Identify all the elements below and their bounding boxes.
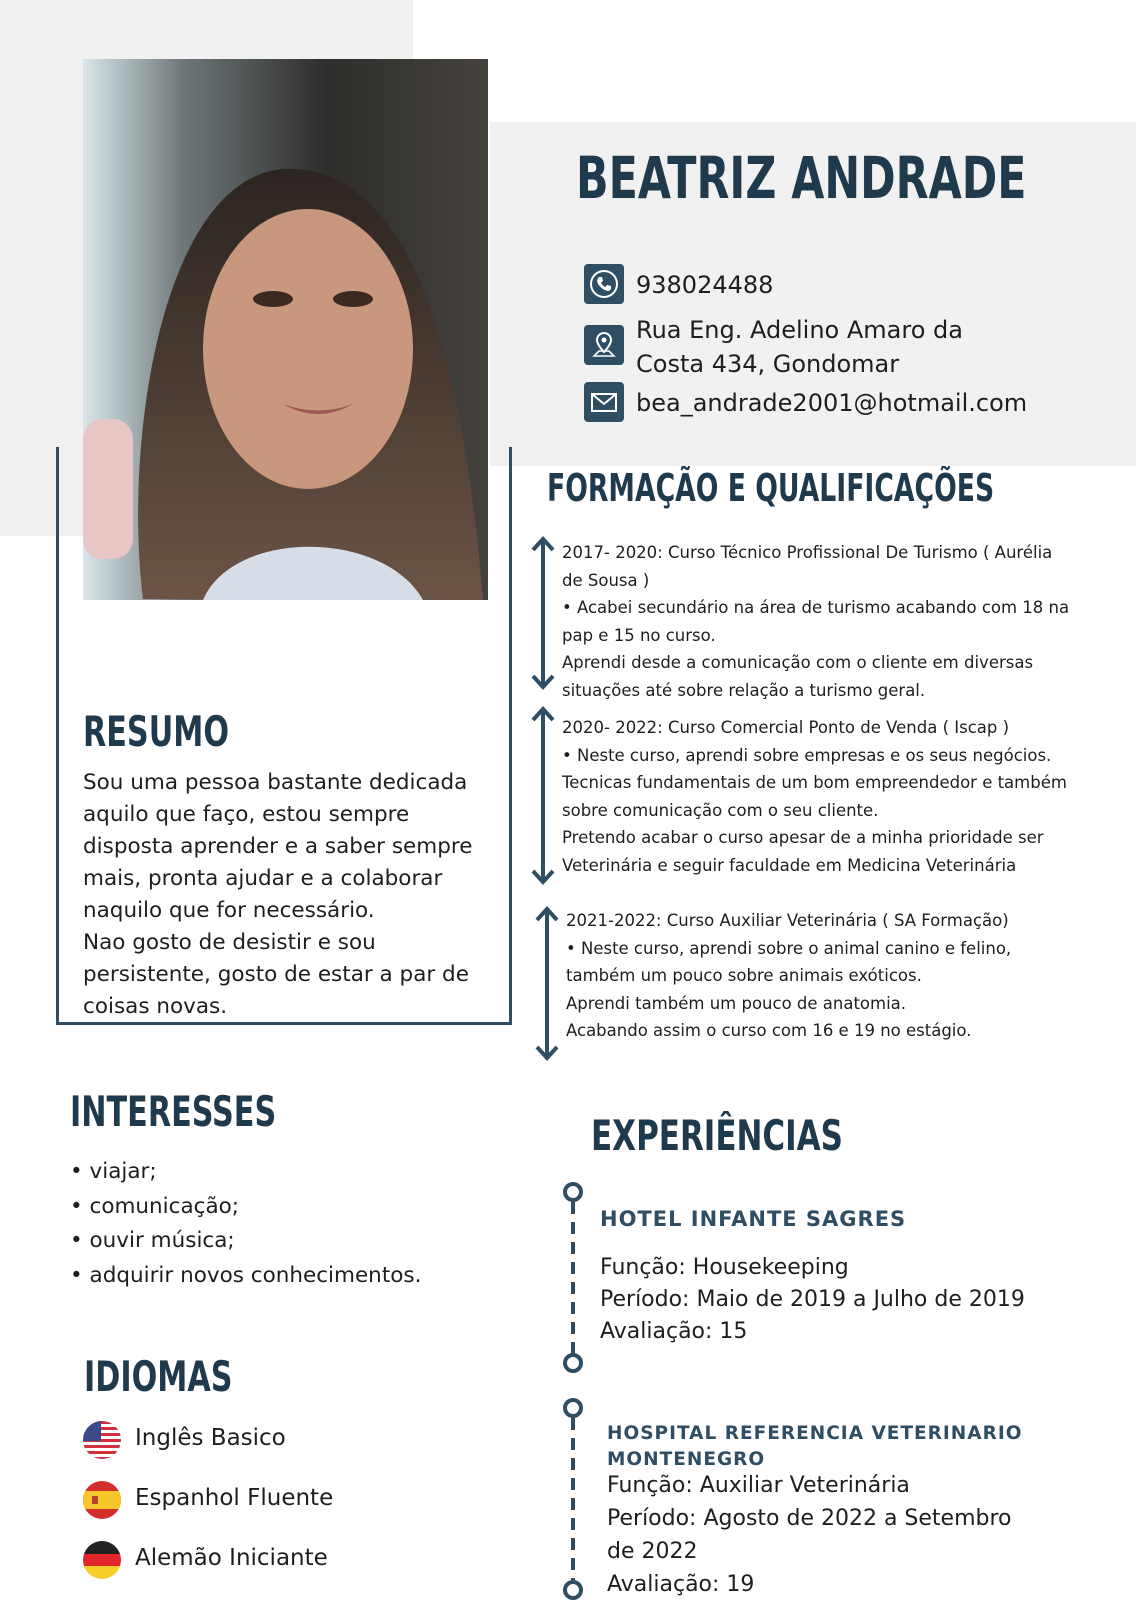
job-2-period: Período: Agosto de 2022 a Setembro — [607, 1506, 1012, 1531]
job-1-details — [600, 1252, 1025, 1348]
education-line: de Sousa ) — [562, 570, 650, 590]
job-1-company: HOTEL INFANTE SAGRES — [600, 1207, 907, 1231]
address-line-1: Rua Eng. Adelino Amaro da — [636, 316, 963, 344]
language-spanish: Espanhol Fluente — [135, 1485, 334, 1511]
job-2-company-line: MONTENEGRO — [607, 1449, 766, 1470]
education-entry-1 — [562, 539, 1069, 704]
language-german: Alemão Iniciante — [135, 1545, 328, 1571]
languages-title: IDIOMAS — [84, 1352, 233, 1401]
job-2-company-line: HOSPITAL REFERENCIA VETERINARIO — [607, 1423, 1023, 1444]
education-line: • Neste curso, aprendi sobre empresas e os seus negócios. — [562, 745, 1052, 765]
interest-item: • adquirir novos conhecimentos. — [70, 1262, 422, 1288]
phone-number[interactable]: 938024488 — [636, 271, 774, 299]
job-2-company — [607, 1421, 1022, 1473]
summary-line: naquilo que for necessário. — [83, 898, 375, 923]
education-line: situações até sobre relação a turismo geral. — [562, 680, 926, 700]
job-1-period: Período: Maio de 2019 a Julho de 2019 — [600, 1287, 1025, 1312]
summary-title: RESUMO — [83, 707, 230, 756]
education-line: 2020- 2022: Curso Comercial Ponto de Venda ( Iscap ) — [562, 718, 1010, 737]
summary-line: mais, pronta ajudar e a colaborar — [83, 866, 443, 891]
education-line: • Neste curso, aprendi sobre o animal canino e felino, — [566, 938, 1012, 958]
job-2-role: Função: Auxiliar Veterinária — [607, 1473, 910, 1498]
education-line: 2021-2022: Curso Auxiliar Veterinária ( SA Formação) — [566, 911, 1009, 930]
interests-title: INTERESSES — [70, 1087, 277, 1136]
summary-line: aquilo que faço, estou sempre — [83, 802, 410, 827]
summary-line: Sou uma pessoa bastante dedicada — [83, 770, 468, 795]
education-entry-2 — [562, 714, 1067, 879]
interest-item: • viajar; — [70, 1159, 157, 1184]
job-2-period-cont: de 2022 — [607, 1539, 698, 1564]
interest-item: • ouvir música; — [70, 1228, 235, 1253]
education-line: Aprendi desde a comunicação com o cliente em diversas — [562, 653, 1034, 672]
germany-flag-icon — [83, 1541, 121, 1579]
location-pin-icon — [584, 325, 624, 365]
experience-title: EXPERIÊNCIAS — [591, 1111, 843, 1160]
education-title: FORMAÇÃO E QUALIFICAÇÕES — [547, 466, 995, 510]
language-english: Inglês Basico — [135, 1425, 286, 1451]
envelope-icon — [584, 382, 624, 422]
education-line: 2017- 2020: Curso Técnico Profissional De Turismo ( Aurélia — [562, 543, 1053, 562]
job-2-rating: Avaliação: 19 — [607, 1572, 755, 1597]
experience-timeline-1 — [561, 1182, 585, 1378]
education-line: • Acabei secundário na área de turismo acabando com 18 na — [562, 598, 1070, 617]
profile-photo — [83, 59, 488, 600]
job-1-role: Função: Housekeeping — [600, 1255, 849, 1280]
education-arrow-2 — [530, 706, 556, 890]
education-line: Acabando assim o curso com 16 e 19 no estágio. — [566, 1021, 972, 1040]
education-line: pap e 15 no curso. — [562, 625, 716, 645]
summary-line: coisas novas. — [83, 994, 228, 1019]
education-entry-3 — [566, 907, 1011, 1045]
education-line: Veterinária e seguir faculdade em Medicina Veterinária — [562, 855, 1017, 875]
spain-flag-icon — [83, 1481, 121, 1519]
experience-timeline-2 — [561, 1398, 585, 1604]
education-arrow-3 — [534, 906, 560, 1066]
education-arrow-1 — [530, 536, 556, 695]
interests-list — [70, 1155, 421, 1293]
candidate-name: BEATRIZ ANDRADE — [576, 144, 1027, 212]
profile-photo-illustration — [83, 59, 488, 600]
education-line: sobre comunicação com o seu cliente. — [562, 800, 879, 820]
summary-line: disposta aprender e a saber sempre — [83, 834, 473, 859]
education-line: Tecnicas fundamentais de um bom empreendedor e também — [562, 773, 1067, 792]
job-2-details — [607, 1469, 1012, 1601]
address-line-2: Costa 434, Gondomar — [636, 350, 900, 378]
email-address[interactable]: bea_andrade2001@hotmail.com — [636, 389, 1028, 417]
job-1-rating: Avaliação: 15 — [600, 1319, 748, 1344]
summary-line: persistente, gosto de estar a par de — [83, 962, 469, 987]
education-line: também um pouco sobre animais exóticos. — [566, 966, 922, 985]
education-line: Pretendo acabar o curso apesar de a minha prioridade ser — [562, 828, 1044, 847]
summary-text — [83, 767, 472, 1023]
summary-line: Nao gosto de desistir e sou — [83, 930, 376, 955]
interest-item: • comunicação; — [70, 1193, 240, 1219]
education-line: Aprendi também um pouco de anatomia. — [566, 993, 907, 1013]
us-flag-icon — [83, 1421, 121, 1459]
phone-icon — [584, 264, 624, 304]
